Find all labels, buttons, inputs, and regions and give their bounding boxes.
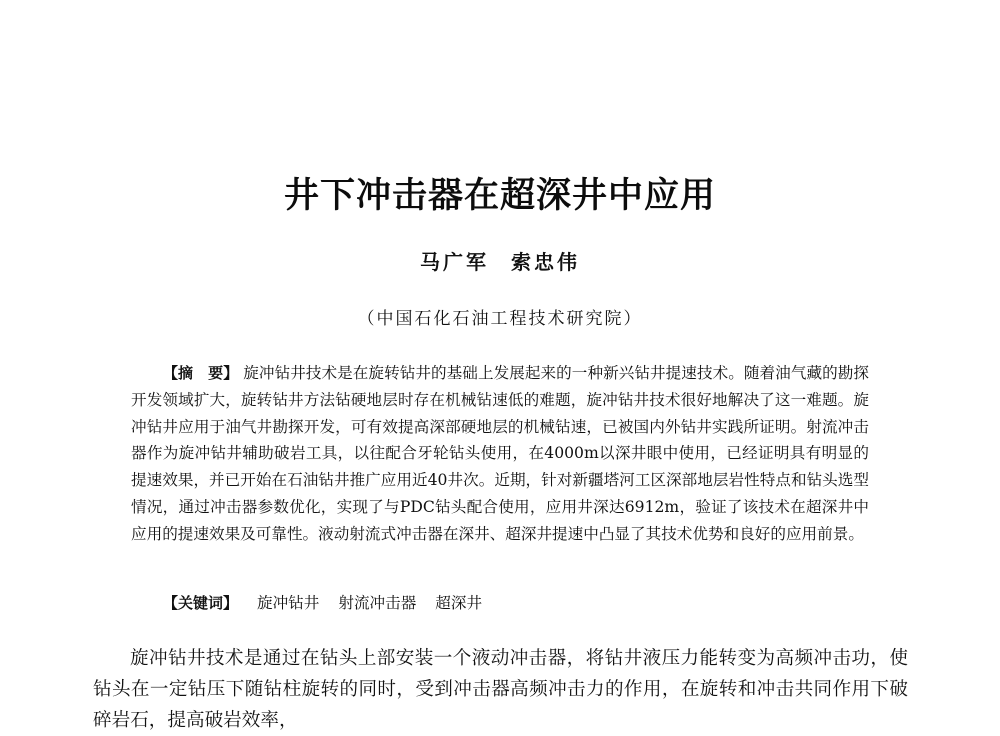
author-name: 马广军 — [420, 250, 489, 274]
paper-title: 井下冲击器在超深井中应用 — [283, 176, 716, 216]
abstract-text: 旋冲钻井技术是在旋转钻井的基础上发展起来的一种新兴钻井提速技术。随着油气藏的勘探开发领域扩大，旋转钻井方法钻硬地层时存在机械钻速低的难题，旋冲钻井技术很好地解决了这一难题。旋冲钻井应用于油气井勘探开发，可有效提高深部硬地层的机械钻速，已被国内外钻井实践所证明。射流冲击器作为旋冲钻井辅助破岩工具，以往配合牙轮钻头使用，在4000m以深井眼中使用，已经证明具有明显的提速效果，并已开始在石油钻井推广应用近40井次。近期，针对新疆塔河工区深部地层岩性特点和钻头选型情况，通过冲击器参数优化，实现了与PDC钻头配合使用，应用井深达6912m，验证了该技术在超深井中应用的提速效果及可靠性。液动射流式冲击器在深井、超深井提速中凸显了其技术优势和良好的应用前景。 — [131, 364, 869, 543]
keywords-label: 【关键词】 — [163, 594, 239, 612]
author-name: 索忠伟 — [511, 250, 580, 274]
keywords-section — [163, 590, 863, 616]
keyword: 射流冲击器 — [338, 594, 417, 612]
abstract-section — [131, 360, 869, 548]
author-list — [0, 246, 1000, 275]
keyword: 旋冲钻井 — [256, 594, 320, 612]
keyword: 超深井 — [435, 594, 483, 612]
abstract-label: 【摘 要】 — [163, 364, 239, 382]
author-affiliation: （中国石化石油工程技术研究院） — [357, 309, 643, 329]
body-paragraph: 旋冲钻井技术是通过在钻头上部安装一个液动冲击器，将钻井液压力能转变为高频冲击功，使钻头在一定钻压下随钻柱旋转的同时，受到冲击器高频冲击力的作用，在旋转和冲击共同作用下破碎岩石，提高破岩效率， — [93, 648, 908, 731]
